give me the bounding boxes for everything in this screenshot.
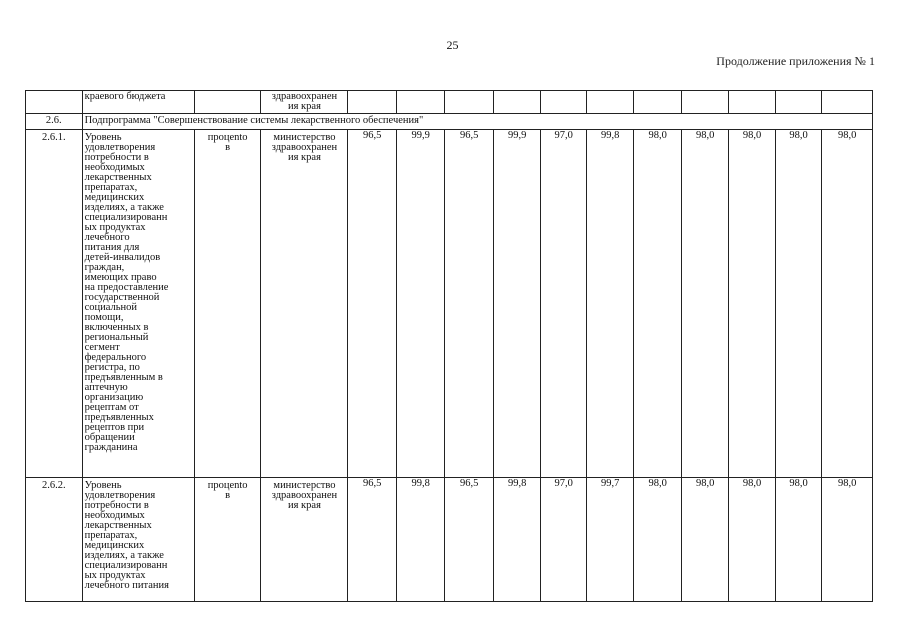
value-cell: 99,9	[396, 130, 445, 478]
value-cell: 98,0	[822, 478, 873, 602]
continuation-budget-text: краевого бюджета	[82, 91, 194, 114]
table-row	[26, 130, 873, 478]
indicator-name: Уровень удовлетворения потребности в необходимых лекарственных препаратах, медицинских изделиях, а также специализированн ых продуктах лечебного питания	[82, 478, 194, 602]
continuation-row	[26, 91, 873, 114]
value-cell: 96,5	[348, 130, 397, 478]
row-number: 2.6.1.	[26, 130, 83, 478]
section-title: Подпрограмма "Совершенствование системы лекарственного обеспечения"	[82, 114, 872, 130]
indicators-table	[25, 90, 873, 602]
value-cell: 99,7	[586, 478, 634, 602]
executor-cell: министерство здравоохранен ия края	[261, 478, 348, 602]
section-row	[26, 114, 873, 130]
value-cell: 98,0	[634, 478, 682, 602]
value-cell: 97,0	[541, 478, 586, 602]
value-cell: 98,0	[729, 130, 775, 478]
table-row	[26, 478, 873, 602]
unit-cell: процento в	[194, 130, 261, 478]
value-cell: 96,5	[445, 130, 494, 478]
value-cell: 98,0	[822, 130, 873, 478]
value-cell: 98,0	[634, 130, 682, 478]
value-cell: 98,0	[681, 478, 729, 602]
value-cell: 99,8	[586, 130, 634, 478]
indicator-name: Уровень удовлетворения потребности в необходимых лекарственных препаратах, медицинских изделиях, а также специализированн ых продуктах лечебного питания для детей-инвалидов граждан, имеющих право на предоставление государственной социальной помощи, включенных в региональный сегмент федерального регистра, по предъявленным в аптечную организацию рецептам от предъявленных рецептов при обращении гражданина	[82, 130, 194, 478]
value-cell: 99,9	[493, 130, 541, 478]
value-cell: 98,0	[729, 478, 775, 602]
value-cell: 98,0	[775, 130, 821, 478]
value-cell: 98,0	[681, 130, 729, 478]
value-cell: 96,5	[445, 478, 494, 602]
value-cell: 97,0	[541, 130, 586, 478]
page-number: 25	[446, 38, 459, 52]
section-number: 2.6.	[26, 114, 83, 130]
executor-cell: министерство здравоохранен ия края	[261, 130, 348, 478]
value-cell: 99,8	[493, 478, 541, 602]
value-cell: 99,8	[396, 478, 445, 602]
row-number: 2.6.2.	[26, 478, 83, 602]
continuation-executor-text: здравоохранен ия края	[261, 91, 348, 114]
value-cell: 98,0	[775, 478, 821, 602]
appendix-label: Продолжение приложения № 1	[716, 54, 875, 68]
unit-cell: процento в	[194, 478, 261, 602]
value-cell: 96,5	[348, 478, 397, 602]
